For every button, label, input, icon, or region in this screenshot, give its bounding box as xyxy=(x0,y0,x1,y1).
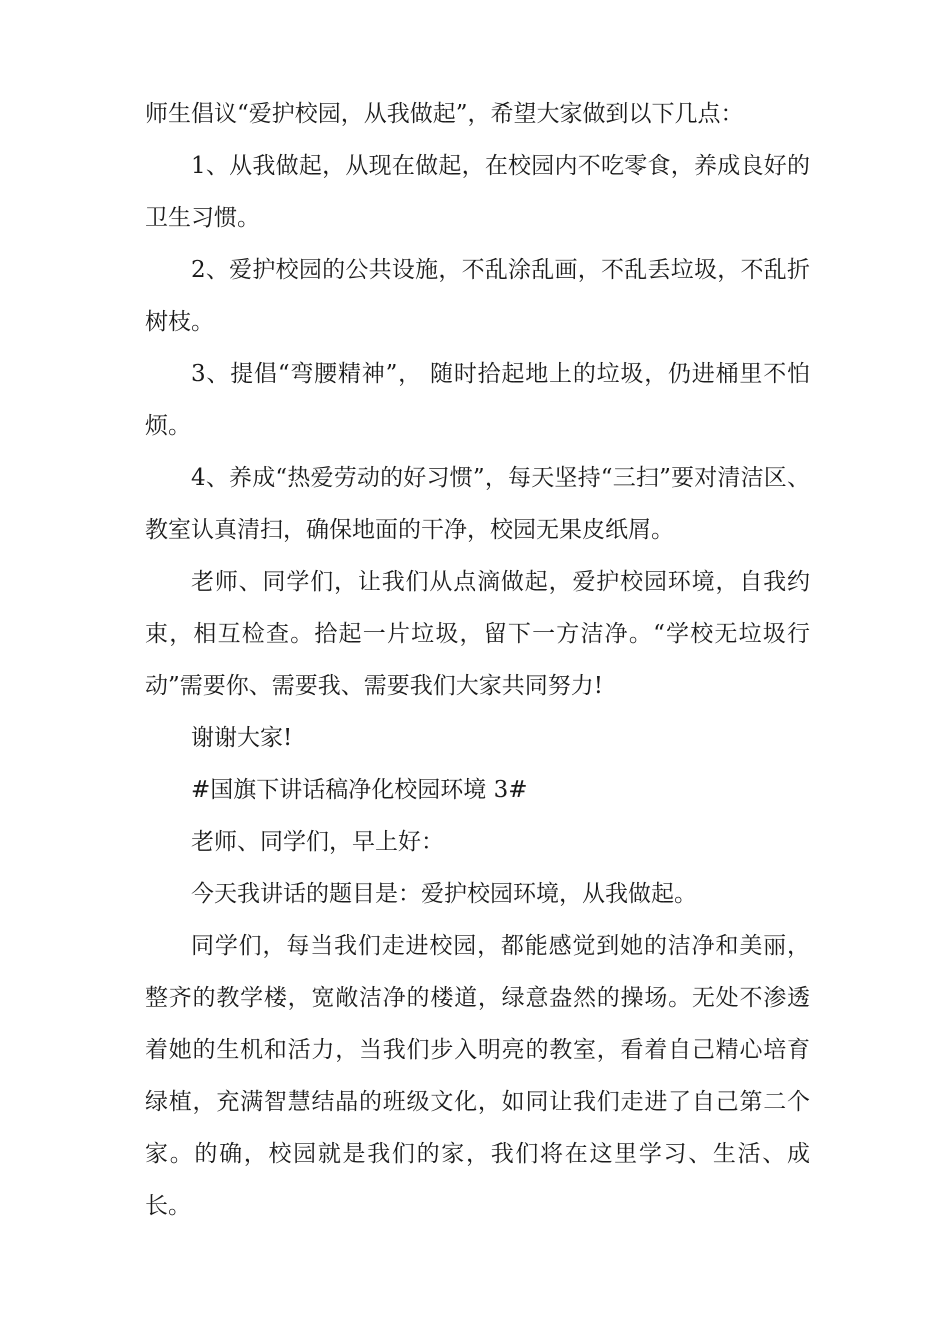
point-1-paragraph: 1、从我做起，从现在做起，在校园内不吃零食，养成良好的卫生习惯。 xyxy=(145,153,810,231)
intro-paragraph: 师生倡议“爱护校园，从我做起”，希望大家做到以下几点： xyxy=(145,101,744,127)
topic-paragraph: 今天我讲话的题目是：爱护校园环境，从我做起。 xyxy=(191,881,697,907)
document-body xyxy=(145,88,810,1232)
point-4-paragraph: 4、养成“热爱劳动的好习惯”，每天坚持“三扫”要对清洁区、教室认真清扫，确保地面的干净，校园无果皮纸屑。 xyxy=(145,465,810,543)
thanks-paragraph: 谢谢大家! xyxy=(191,725,293,751)
section-heading: #国旗下讲话稿净化校园环境 3# xyxy=(191,777,528,803)
point-2-paragraph: 2、爱护校园的公共设施，不乱涂乱画，不乱丢垃圾，不乱折树枝。 xyxy=(145,257,810,335)
greeting-paragraph: 老师、同学们，早上好： xyxy=(191,829,444,855)
body-paragraph: 同学们，每当我们走进校园，都能感觉到她的洁净和美丽，整齐的教学楼，宽敞洁净的楼道，绿意盎然的操场。无处不渗透着她的生机和活力，当我们步入明亮的教室，看着自己精心培育绿植，充满智慧结晶的班级文化，如同让我们走进了自己第二个家。的确，校园就是我们的家，我们将在这里学习、生活、成长。 xyxy=(145,933,810,1219)
point-3-paragraph: 3、提倡“弯腰精神”， 随时拾起地上的垃圾，仍进桶里不怕烦。 xyxy=(145,361,810,439)
closing-paragraph: 老师、同学们，让我们从点滴做起，爱护校园环境，自我约束，相互检查。拾起一片垃圾，留下一方洁净。“学校无垃圾行动”需要你、需要我、需要我们大家共同努力! xyxy=(145,569,810,699)
